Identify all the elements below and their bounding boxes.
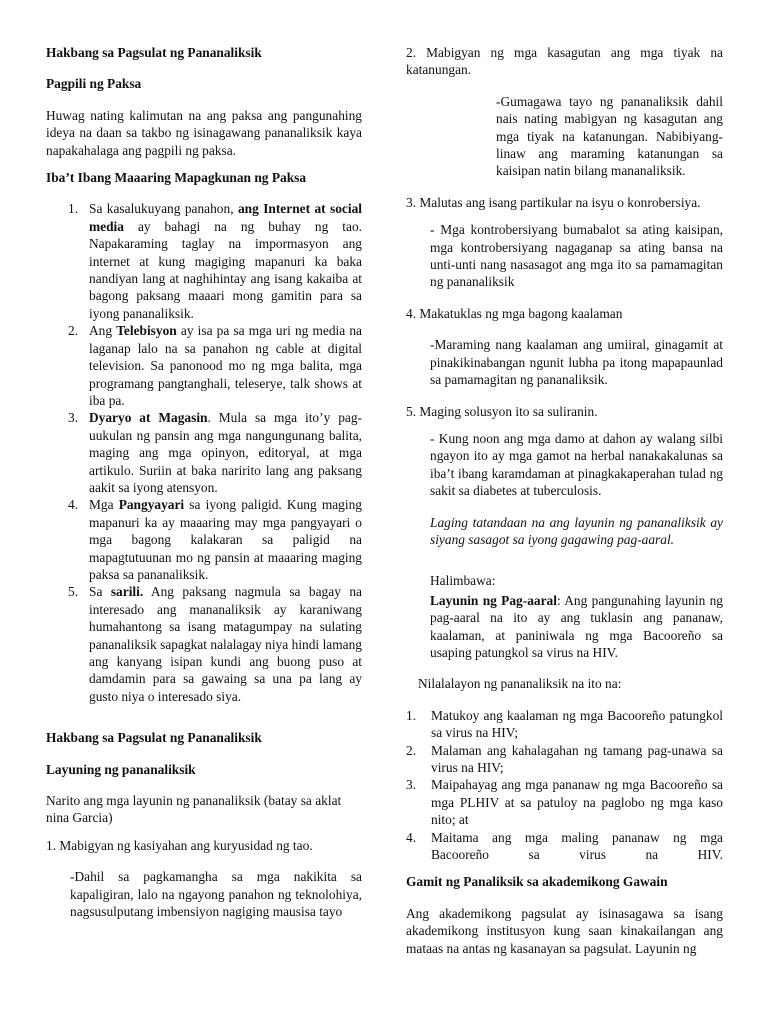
example-paragraph bbox=[430, 592, 723, 662]
list-item bbox=[46, 200, 362, 322]
list-bold-term: Dyaryo at Magasin bbox=[89, 410, 208, 426]
list-number: 4. bbox=[406, 829, 417, 845]
list-number: 1. bbox=[68, 201, 79, 217]
section-title: Hakbang sa Pagsulat ng Pananaliksik bbox=[46, 730, 262, 746]
example-text: : Ang pangunahing layunin ng pag-aaral na ito ay ang tuklasin ang pananaw, kaalaman, at paniniwala ng mga Bacooreño sa usaping patungkol sa virus na HIV. bbox=[430, 592, 723, 660]
list-item bbox=[406, 742, 723, 777]
section-subtitle: Layuning ng pananaliksik bbox=[46, 761, 196, 777]
list-number: 3. bbox=[406, 777, 417, 793]
list-bold-term: ang Internet at social media bbox=[89, 201, 362, 234]
list-number: 1. bbox=[406, 707, 417, 723]
list-item bbox=[406, 829, 723, 864]
objective-2-detail: -Gumagawa tayo ng pananaliksik dahil nais nating mabigyan ng kasagutan ang mga tiyak na katanungan. Nabibiyang-linaw ang maraming katanungan sa kaisipan natin bilang mananaliksik. bbox=[496, 93, 723, 179]
example-bold-label: Layunin ng Pag-aaral bbox=[430, 592, 557, 608]
list-text: Malaman ang kahalagahan ng tamang pag-unawa sa virus na HIV; bbox=[431, 742, 723, 775]
intro-paragraph: Huwag nating kalimutan na ang paksa ang pangunahing ideya na daan sa takbo ng isinagawang pananaliksik kaya napakahalaga ang pagpili ng paksa. bbox=[46, 107, 362, 158]
list-bold-term: Telebisyon bbox=[116, 323, 177, 339]
list-text: Ang bbox=[89, 323, 117, 339]
section-title: Gamit ng Panaliksik sa akademikong Gawain bbox=[406, 874, 668, 890]
list-text: Matukoy ang kaalaman ng mga Bacooreño patungkol sa virus na HIV; bbox=[431, 707, 723, 741]
list-item bbox=[406, 707, 723, 742]
objective-2: 2. Mabigyan ng mga kasagutan ang mga tiyak na katanungan. bbox=[406, 45, 723, 78]
objective-4-detail: -Maraming nang kaalaman ang umiiral, ginagamit at pinakikinabangan ngunit lubha pa itong mapapaunlad sa pamamagitan ng pananaliksik. bbox=[430, 337, 723, 388]
reminder-note: Laging tatandaan na ang layunin ng pananaliksik ay siyang sasagot sa iyong gagawing pag-aaral. bbox=[430, 514, 723, 547]
objectives-intro: Narito ang mga layunin ng pananaliksik (batay sa aklat nina Garcia) bbox=[46, 793, 342, 826]
list-bold-term: sarili. bbox=[110, 584, 144, 600]
objective-4: 4. Makatuklas ng mga bagong kaalaman bbox=[406, 305, 623, 321]
objective-1-detail: -Dahil sa pagkamangha sa mga nakikita sa kapaligiran, lalo na ngayong panahon ng teknolohiya, nagsusulputang imbensiyon nagiging mausisa tayo bbox=[70, 869, 362, 920]
section-subtitle: Iba’t Ibang Maaaring Mapagkunan ng Paksa bbox=[46, 170, 307, 186]
left-column bbox=[46, 44, 362, 920]
list-text: Mga bbox=[89, 497, 119, 513]
list-text: Maitama ang mga maling pananaw ng mga Bacooreño sa virus na HIV. bbox=[431, 829, 723, 863]
section-title: Hakbang sa Pagsulat ng Pananaliksik bbox=[46, 45, 262, 60]
list-item bbox=[46, 496, 362, 583]
objective-3: 3. Malutas ang isang partikular na isyu o konrobersiya. bbox=[406, 194, 701, 210]
list-bold-term: Pangyayari bbox=[118, 497, 185, 513]
list-number: 4. bbox=[68, 497, 79, 513]
list-item bbox=[46, 583, 362, 705]
objective-1: 1. Mabigyan ng kasiyahan ang kuryusidad ng tao. bbox=[46, 837, 313, 853]
list-text: ay isa pa sa mga uri ng media na laganap lalo na sa panahon ng cable at digital television. Sa panonood mo ng mga balita, mga programang pangtanghali, teleserye, talk shows at iba pa. bbox=[89, 323, 362, 408]
list-text: . Mula sa mga ito’y pag-uukulan ng pansin ang mga nangungunang balita, maging ang mga opinyon, editoryal, at mga artikulo. Suriin at baka naririto lang ang paksang aakit sa iyong atensyon. bbox=[89, 410, 362, 495]
list-text: Sa kasalukuyang panahon, bbox=[89, 201, 238, 217]
objective-5-detail: - Kung noon ang mga damo at dahon ay walang silbi ngayon ito ay mga gamot na herbal nanakakalunas sa iba’t ibang karamdaman at pinagkakaperahan tulad ng sakit sa diabetes at tuberculosis. bbox=[430, 430, 723, 499]
list-item bbox=[406, 776, 723, 828]
section-subtitle: Pagpili ng Paksa bbox=[46, 76, 142, 92]
example-label: Halimbawa: bbox=[430, 573, 496, 589]
list-text: ay bahagi na ng buhay ng tao. Napakaraming taglay na impormasyon ang internet at kung magiging mapanuri ka baka nandiyan lang at naghihintay ang isang kakaiba at bagong paksang maaari mong gamitin para sa iyong pananaliksik. bbox=[89, 218, 362, 321]
objective-5: 5. Maging solusyon ito sa suliranin. bbox=[406, 403, 598, 419]
aims-intro: Nilalalayon ng pananaliksik na ito na: bbox=[418, 676, 622, 692]
list-text: Maipahayag ang mga pananaw ng mga Bacooreño sa mga PLHIV at sa patuloy na paglobo ng mga kaso nito; at bbox=[431, 777, 723, 828]
aims-list bbox=[406, 707, 723, 864]
list-text: Sa bbox=[89, 584, 111, 600]
list-number: 2. bbox=[68, 323, 79, 339]
objective-3-detail: - Mga kontrobersiyang bumabalot sa ating kaisipan, mga kontrobersiyang nagaganap sa ating bansa na unti-unti nang nasasagot ang mga ito sa pamamagitan ng pananaliksik bbox=[430, 222, 723, 290]
list-number: 2. bbox=[406, 742, 417, 758]
list-number: 3. bbox=[68, 410, 79, 426]
list-text: Ang paksang nagmula sa bagay na interesado ang mananaliksik ay karaniwang humahantong sa isang matagumpay na sulating pananaliksik sapagkat nalalagay niya hindi lamang ang kanyang isipan kundi ang buong puso at damdamin para sa gawaing sa una pa lang ay gusto niya o interesado siya. bbox=[89, 584, 362, 704]
sources-list bbox=[46, 200, 362, 705]
academic-paragraph: Ang akademikong pagsulat ay isinasagawa sa isang akademikong institusyon kung saan kinakailangan ang mataas na antas ng kasanayan sa pagsulat. Layunin ng bbox=[406, 905, 723, 956]
list-item bbox=[46, 409, 362, 496]
right-column bbox=[406, 44, 723, 957]
list-text: sa iyong paligid. Kung maging mapanuri ka ay maaaring may mga pangyayari o mga bagong kalakaran sa paligid na mapagtutuunan mo ng pansin at maaaring maging paksa sa pananaliksik. bbox=[89, 497, 362, 582]
list-number: 5. bbox=[68, 584, 79, 600]
list-item bbox=[46, 322, 362, 409]
